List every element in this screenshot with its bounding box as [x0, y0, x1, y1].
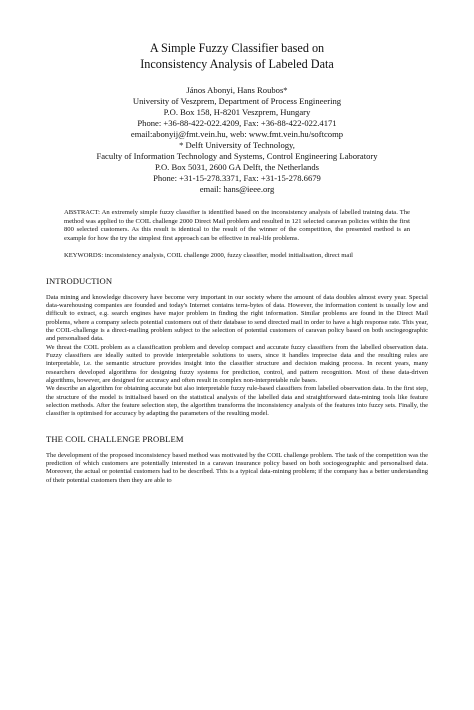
affiliation-2a: * Delft University of Technology,	[179, 140, 295, 150]
body-section-coil	[46, 434, 428, 485]
title-line-1: A Simple Fuzzy Classifier based on	[149, 41, 325, 55]
section-heading-coil: THE COIL CHALLENGE PROBLEM	[46, 433, 184, 444]
title-line-2: Inconsistency Analysis of Labeled Data	[140, 57, 334, 71]
section-heading-introduction: INTRODUCTION	[46, 275, 113, 286]
address-1: P.O. Box 158, H-8201 Veszprem, Hungary	[163, 107, 311, 117]
author-names: János Abonyi, Hans Roubos*	[186, 85, 288, 95]
abstract: ABSTRACT: An extremely simple fuzzy classifier is identified based on the inconsistency analysis of labelled training data. The method was applied to the COIL challenge 2000 Direct Mail problem and resulted in 121 selected caravan policies within the first 800 selected customers. As this result is identical to the result of the winner of the competition, the presented method is an example for how the try the simplest first approach can be effective in real-life problems.	[64, 209, 410, 243]
body-section-introduction	[46, 276, 428, 419]
phone-2: Phone: +31-15-278.3371, Fax: +31-15-278.6679	[153, 173, 321, 183]
affiliation-2b: Faculty of Information Technology and Systems, Control Engineering Laboratory	[96, 151, 378, 161]
intro-paragraph-2: We threat the COIL problem as a classification problem and develop compact and accurate fuzzy classifiers from the labelled observation data. Fuzzy classifiers are ideally suited to provide interpretable solutions to users, since it handles imprecise data and the resulting rules are interpretable, i.e. the semantic structure provides insight into the classifier structure and decision making process. In recent years, many researchers developed algorithms for designing fuzzy systems for prediction, control, and pattern recognition. Most of these data-driven algorithms, however, are designed for accuracy and often result in complex non-interpretable rule bases.	[46, 343, 428, 384]
paper-page	[0, 40, 474, 710]
affiliation-1: University of Veszprem, Department of Process Engineering	[132, 96, 342, 106]
paper-title	[46, 40, 428, 72]
intro-paragraph-3: We describe an algorithm for obtaining accurate but also interpretable fuzzy rule-based classifiers from labelled observation data. In the first step, the structure of the model is initialised based on the statistical analysis of the labelled data and straightforward data-mining tools like feature selection methods. After the feature selection step, the algorithm transforms the inconsistency analysis of the features into fuzzy sets. Finally, the classifier is optimised for accuracy by adapting the parameters of the resulting model.	[46, 385, 428, 418]
email-web-1: email:abonyij@fmt.vein.hu, web: www.fmt.vein.hu/softcomp	[130, 129, 344, 139]
phone-1: Phone: +36-88-422-022.4209, Fax: +36-88-422-022.4171	[137, 118, 337, 128]
coil-paragraph-1: The development of the proposed inconsistency based method was motivated by the COIL challenge problem. The task of the competition was the prediction of which customers are potentially interested in a caravan insurance policy based on both sociogeographic and personalised data. Moreover, the actual or potential customers had to be described. This is a typical data-mining problem; if the company has a better understanding of their potential customers then they are able to	[46, 451, 428, 484]
address-2: P.O. Box 5031, 2600 GA Delft, the Netherlands	[155, 162, 319, 172]
author-block	[46, 85, 428, 195]
email-2: email: hans@ieee.org	[199, 184, 275, 194]
intro-paragraph-1: Data mining and knowledge discovery have become very important in our society where the amount of data doubles almost every year. Special data-warehousing companies are founded and today's Internet contains terra-bytes of data. However, the information content is usually low and difficult to extract, e.g. search engines have major problem in finding the right information. Similar problems are found in the Direct Mail problems, where a company selects potential customers out of their database to send directed mail in order to have a high response rate. This year, the COIL-challenge is a direct-mailing problem subject to the selection of potential customers of caravan policy based on both sociogeographic and personalised data.	[46, 293, 428, 343]
keywords: KEYWORDS: inconsistency analysis, COIL challenge 2000, fuzzy classifier, model initialisation, direct mail	[64, 251, 353, 259]
